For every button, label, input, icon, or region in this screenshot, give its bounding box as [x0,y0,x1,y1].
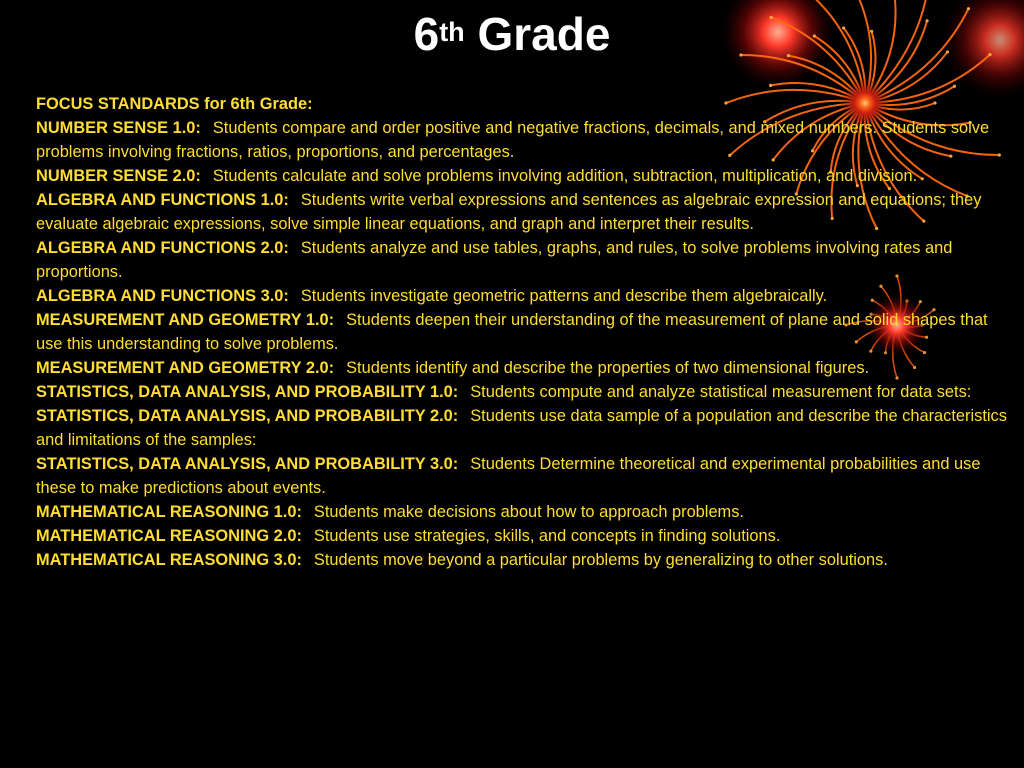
title-number: 6 [413,8,440,60]
firework-spark [953,85,956,88]
standard-label: STATISTICS, DATA ANALYSIS, AND PROBABILITY 1.0: [36,383,459,401]
standard-item [36,188,1011,236]
standard-text: Students use strategies, skills, and concepts in finding solutions. [313,527,781,545]
standard-item [36,284,1011,308]
standard-item [36,500,1011,524]
standard-text: Students identify and describe the properties of two dimensional figures. [346,359,870,377]
standard-label: STATISTICS, DATA ANALYSIS, AND PROBABILITY 3.0: [36,455,459,473]
standard-text: Students analyze and use tables, graphs, and rules, to solve problems involving rates and proportions. [36,239,953,281]
standard-text: Students compare and order positive and negative fractions, decimals, and mixed numbers. Students solve problems involving fractions, ratios, proportions, and percentages. [36,119,990,161]
standard-label: MEASUREMENT AND GEOMETRY 2.0: [36,359,335,377]
standard-item [36,380,1011,404]
standard-text: Students deepen their understanding of the measurement of plane and solid shapes that use this understanding to solve problems. [36,311,988,353]
standard-item [36,404,1011,452]
standard-item [36,356,1011,380]
standards-items [36,116,1011,572]
standard-text: Students compute and analyze statistical measurement for data sets: [470,383,972,401]
standard-label: STATISTICS, DATA ANALYSIS, AND PROBABILITY 2.0: [36,407,459,425]
standard-text: Students Determine theoretical and experimental probabilities and use these to make predictions about events. [36,455,981,497]
standard-label: MEASUREMENT AND GEOMETRY 1.0: [36,311,335,329]
standards-list [36,92,1011,572]
standard-label: ALGEBRA AND FUNCTIONS 2.0: [36,239,289,257]
standard-text: Students write verbal expressions and sentences as algebraic expression and equations; they evaluate algebraic expressions, solve simple linear equations, and graph and interpret their results. [36,191,982,233]
standard-text: Students calculate and solve problems involving addition, subtraction, multiplication, and division. [212,167,918,185]
standard-label: NUMBER SENSE 1.0: [36,119,201,137]
standard-label: MATHEMATICAL REASONING 2.0: [36,527,302,545]
standard-label: MATHEMATICAL REASONING 3.0: [36,551,302,569]
standard-label: ALGEBRA AND FUNCTIONS 3.0: [36,287,289,305]
standard-item [36,236,1011,284]
standard-label: ALGEBRA AND FUNCTIONS 1.0: [36,191,289,209]
firework-spark [769,84,772,87]
standard-item [36,164,1011,188]
standard-label: MATHEMATICAL REASONING 1.0: [36,503,302,521]
standard-text: Students use data sample of a population and describe the characteristics and limitations of the samples: [36,407,1007,449]
standard-item [36,308,1011,356]
title-superscript: th [439,17,465,47]
standard-item [36,524,1011,548]
standard-text: Students investigate geometric patterns and describe them algebraically. [300,287,828,305]
standard-text: Students move beyond a particular problems by generalizing to other solutions. [313,551,888,569]
page-title [0,4,1024,64]
standard-item [36,548,1011,572]
title-word: Grade [477,8,611,60]
standard-text: Students make decisions about how to approach problems. [313,503,744,521]
standard-label: NUMBER SENSE 2.0: [36,167,201,185]
standard-item [36,452,1011,500]
standards-heading: FOCUS STANDARDS for 6th Grade: [36,95,313,113]
standard-item [36,116,1011,164]
